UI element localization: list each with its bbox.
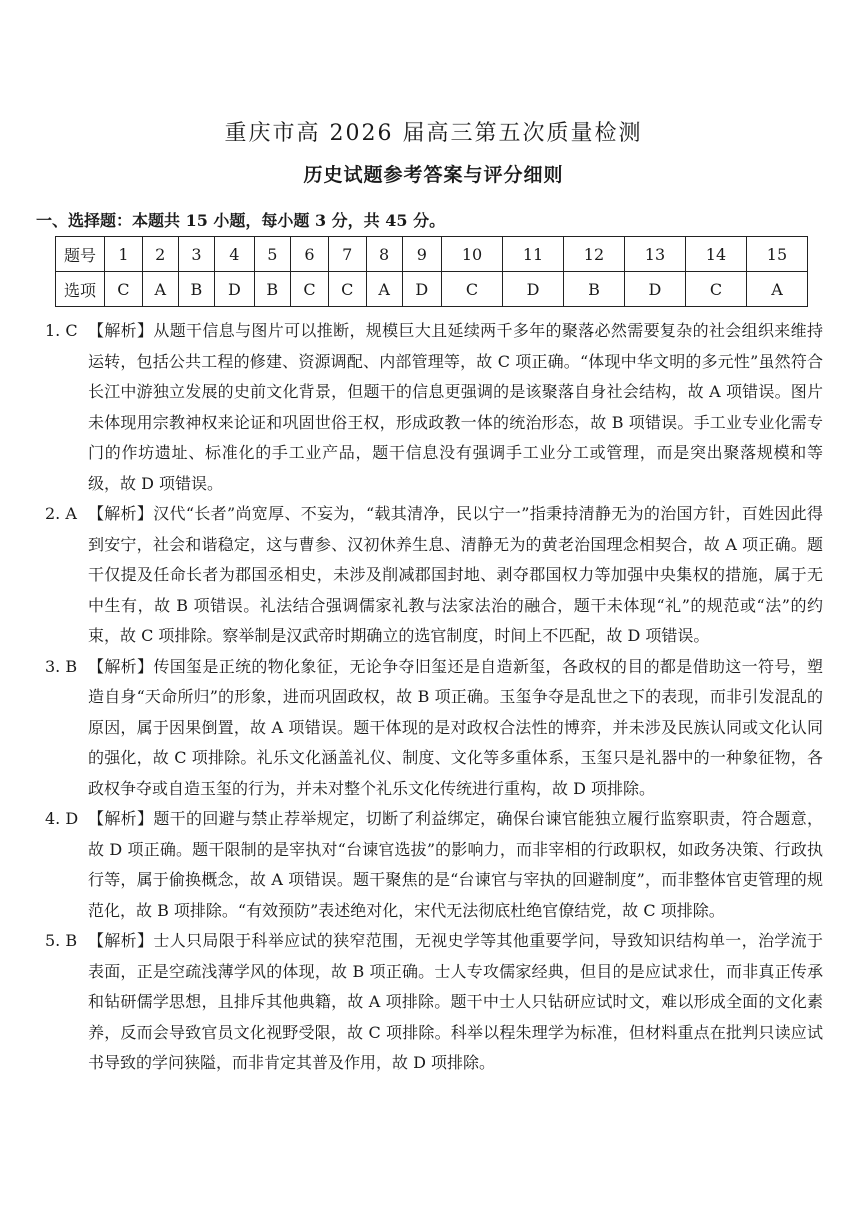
question-number-cell: 15	[746, 237, 807, 272]
answer-cell: A	[142, 272, 178, 307]
question-answer-label: 2. A	[45, 504, 77, 523]
explanation-body	[88, 316, 823, 499]
answer-cell: A	[746, 272, 807, 307]
explanation-text: 从题干信息与图片可以推断，规模巨大且延续两千多年的聚落必然需要复杂的社会组织来维持运转，包括公共工程的修建、资源调配、内部管理等，故 C 项正确。“体现中华文明的多元性”虽然符合长江中游独立发展的史前文化背景，但题干的信息更强调的是该聚落自身社会结构，故 A 项错误。图片未体现用宗教神权来论证和巩固世俗王权，形成政教一体的统治形态，故 B 项错误。手工业专业化需专门的作坊遗址、标准化的手工业产品，题干信息没有强调手工业分工或管理，而是突出聚落规模和等级，故 D 项错误。	[88, 321, 823, 493]
answer-cell: D	[402, 272, 441, 307]
explanation-item	[45, 316, 823, 499]
analysis-tag: 【解析】	[88, 321, 154, 340]
row-label-answer: 选项	[56, 272, 105, 307]
explanation-body	[88, 499, 823, 652]
explanation-text: 士人只局限于科举应试的狭窄范围，无视史学等其他重要学问，导致知识结构单一，治学流于表面，正是空疏浅薄学风的体现，故 B 项正确。士人专攻儒家经典，但目的是应试求仕，而非真正传承和钻研儒学思想，且排斥其他典籍，故 A 项排除。题干中士人只钻研应试时文，难以形成全面的文化素养，反而会导致官员文化视野受限，故 C 项排除。科举以程朱理学为标准，但材料重点在批判只读应试书导致的学问狭隘，而非肯定其普及作用，故 D 项排除。	[88, 931, 823, 1072]
answer-row	[56, 272, 808, 307]
answer-cell: C	[105, 272, 143, 307]
question-number-cell: 3	[178, 237, 214, 272]
answer-cell: D	[215, 272, 254, 307]
answer-cell: B	[563, 272, 624, 307]
answer-cell: C	[291, 272, 329, 307]
question-number-cell: 6	[291, 237, 329, 272]
answer-table	[55, 236, 808, 307]
question-number-cell: 12	[563, 237, 624, 272]
explanation-item	[45, 926, 823, 1079]
section-heading: 一、选择题：本题共 15 小题，每小题 3 分，共 45 分。	[36, 211, 446, 230]
question-answer-label: 4. D	[45, 809, 79, 828]
question-number-cell: 2	[142, 237, 178, 272]
analysis-tag: 【解析】	[88, 809, 154, 828]
question-number-cell: 13	[624, 237, 685, 272]
answer-cell: B	[254, 272, 290, 307]
question-number-row	[56, 237, 808, 272]
question-number-cell: 4	[215, 237, 254, 272]
row-label-number: 题号	[56, 237, 105, 272]
analysis-tag: 【解析】	[88, 504, 154, 523]
explanation-item	[45, 804, 823, 926]
question-number-cell: 7	[328, 237, 366, 272]
question-answer-label: 5. B	[45, 931, 78, 950]
question-number-cell: 1	[105, 237, 143, 272]
analysis-tag: 【解析】	[88, 656, 154, 676]
explanation-list	[45, 316, 823, 1079]
question-number-cell: 10	[442, 237, 503, 272]
question-number-cell: 11	[503, 237, 564, 272]
analysis-tag: 【解析】	[88, 931, 154, 950]
explanation-body	[88, 804, 823, 926]
question-number-cell: 8	[366, 237, 402, 272]
explanation-text: 传国玺是正统的物化象征，无论争夺旧玺还是自造新玺，各政权的目的都是借助这一符号，塑造自身“天命所归”的形象，进而巩固政权，故 B 项正确。玉玺争夺是乱世之下的表现，而非引发混乱的原因，属于因果倒置，故 A 项错误。题干体现的是对政权合法性的博弈，并未涉及民族认同或文化认同的强化，故 C 项排除。礼乐文化涵盖礼仪、制度、文化等多重体系，玉玺只是礼器中的一种象征物，各政权争夺或自造玉玺的行为，并未对整个礼乐文化传统进行重构，故 D 项排除。	[88, 656, 823, 798]
question-number-cell: 9	[402, 237, 441, 272]
answer-cell: A	[366, 272, 402, 307]
explanation-body	[88, 652, 823, 805]
answer-cell: C	[328, 272, 366, 307]
question-number-cell: 14	[685, 237, 746, 272]
question-number-cell: 5	[254, 237, 290, 272]
page-title: 重庆市高 2026 届高三第五次质量检测	[224, 121, 643, 146]
answer-cell: D	[624, 272, 685, 307]
answer-cell: B	[178, 272, 214, 307]
page-subtitle: 历史试题参考答案与评分细则	[303, 164, 564, 186]
question-answer-label: 3. B	[45, 656, 78, 676]
question-answer-label: 1. C	[45, 321, 78, 340]
explanation-text: 题干的回避与禁止荐举规定，切断了利益绑定，确保台谏官能独立履行监察职责，符合题意，故 D 项正确。题干限制的是宰执对“台谏官选拔”的影响力，而非宰相的行政职权，如政务决策、行政执行等，属于偷换概念，故 A 项错误。题干聚焦的是“台谏官与宰执的回避制度”，而非整体官吏管理的规范化，故 B 项排除。“有效预防”表述绝对化，宋代无法彻底杜绝官僚结党，故 C 项排除。	[88, 809, 823, 920]
explanation-item	[45, 499, 823, 652]
explanation-item	[45, 652, 823, 805]
answer-cell: C	[442, 272, 503, 307]
explanation-text: 汉代“长者”尚宽厚、不妄为，“载其清净，民以宁一”指秉持清静无为的治国方针，百姓因此得到安宁，社会和谐稳定，这与曹参、汉初休养生息、清静无为的黄老治国理念相契合，故 A 项正确。题干仅提及任命长者为郡国丞相史，未涉及削减郡国封地、剥夺郡国权力等加强中央集权的措施，属于无中生有，故 B 项错误。礼法结合强调儒家礼教与法家法治的融合，题干未体现“礼”的规范或“法”的约束，故 C 项排除。察举制是汉武帝时期确立的选官制度，时间上不匹配，故 D 项错误。	[88, 504, 823, 645]
explanation-body	[88, 926, 823, 1079]
answer-cell: D	[503, 272, 564, 307]
answer-cell: C	[685, 272, 746, 307]
